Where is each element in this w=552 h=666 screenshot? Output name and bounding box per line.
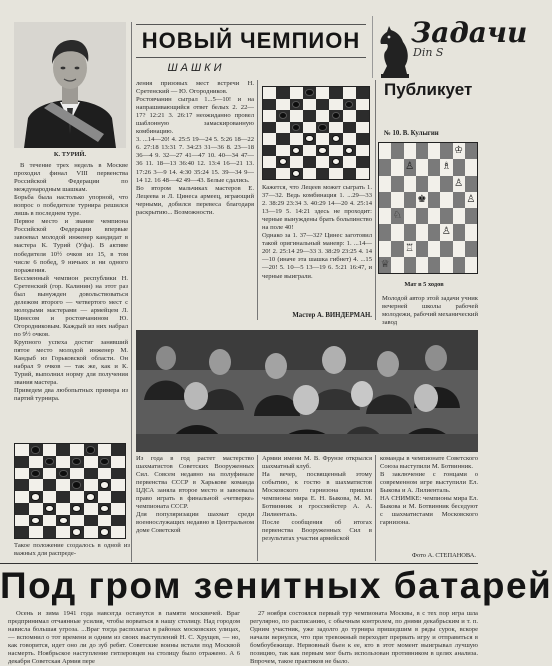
board-square (428, 143, 440, 159)
white-piece (305, 135, 313, 142)
board-square (329, 156, 342, 168)
board-square (465, 192, 477, 208)
board-square (56, 444, 70, 456)
board-square (440, 241, 452, 257)
board-square (453, 257, 465, 273)
board-square (84, 456, 98, 468)
title-rule-top (136, 24, 366, 25)
board-square (29, 444, 43, 456)
board-square (290, 122, 303, 134)
board-square (440, 224, 452, 240)
board-square (98, 491, 112, 503)
board-square (290, 110, 303, 122)
white-piece (100, 481, 109, 489)
column-divider-3 (375, 80, 376, 320)
board-square (316, 168, 329, 180)
board-square (29, 479, 43, 491)
white-piece (292, 147, 300, 154)
board-square (43, 503, 57, 515)
board-square (70, 526, 84, 538)
board-square (356, 99, 369, 111)
board-square (329, 122, 342, 134)
board-square (379, 159, 391, 175)
board-square (70, 444, 84, 456)
board-square (404, 192, 416, 208)
board-square (111, 515, 125, 527)
black-piece (332, 112, 340, 119)
chess-piece-icon: ♘ (392, 210, 402, 221)
board-square (391, 159, 403, 175)
board-square (453, 224, 465, 240)
problem-notes: Молодой автор этой задачи учник вечерней школы рабочей молодежи, рабочий механический завод (382, 295, 478, 327)
board-square (15, 515, 29, 527)
board-square (343, 156, 356, 168)
board-square (379, 208, 391, 224)
board-square (84, 491, 98, 503)
board-square (316, 122, 329, 134)
board-square (263, 145, 276, 157)
column-divider-5 (257, 455, 258, 561)
board-square (428, 224, 440, 240)
board-square (343, 145, 356, 157)
board-square (56, 503, 70, 515)
white-piece (45, 505, 54, 513)
checkers-diagram-1 (14, 443, 126, 539)
board-square (303, 110, 316, 122)
board-square (43, 479, 57, 491)
war-article-right: 27 ноября состоялся первый тур чемпионата Москвы, в с тех пор игра шла регулярно, по расписанию, с обычным контролем, по днями декабрьским и т. п. Одним участник, уже задолго до турнира пришедшим в ряды сурок, вскоре начали вернулся, что при тревожный переходит прервать игру и отправиться в бомбоубежище. Нервовный бьен к ее, кто в этот момент выигрывал лучшую позицию, так как первым мог быть использован противником в целях анализа. Впрочем, такое практиков не было. (250, 610, 478, 666)
white-piece (72, 528, 81, 536)
board-square (416, 241, 428, 257)
black-piece (31, 446, 40, 454)
chess-knight-drawing (375, 22, 415, 80)
white-piece (100, 528, 109, 536)
chess-piece-icon: ♖ (405, 242, 415, 254)
board-square (70, 515, 84, 527)
portrait-caption: К. ТУРИЙ. (53, 151, 87, 158)
club-column-1: Из года в год растет мастерство шахматистов Советских Вооруженных Сил. Совсем недавно на полуфинале первенства СССР в Харькове команда ЦДСА заняла второе место и завоевала право играть в финальной «четверке» чемпионата СССР. Для популяризации шахмат среди военнослужащих недавно в Центральном доме Советской (136, 455, 254, 535)
board-square (440, 192, 452, 208)
board-square (111, 479, 125, 491)
board-square (453, 208, 465, 224)
war-article-left: Осень и зима 1941 года навсегда останутся в памяти москвичей. Враг предпринимал отчаянные усилия, чтобы ворваться в нашу столицу. Над городом нависла большая угроза. ...Враг тогда располагал в районах московских улицах, — вспомнил о тот времени и одним из своих выступлений Н. С. Хрущев, — но, как говорится, идет оно ли до зуб ребят. Советские воины встали под Москвой насмерть. Ноябрьское наступление гитлеровцев на столицу было отражено. А 6 декабря Советская Армия пере (8, 610, 240, 666)
board-square (276, 156, 289, 168)
main-headline: Под гром зенитных батарей (0, 565, 552, 606)
board-square (111, 468, 125, 480)
checkers-diagram-2 (262, 86, 370, 180)
board-square (329, 110, 342, 122)
board-square (343, 133, 356, 145)
chess-piece-icon: ♙ (405, 161, 415, 173)
board-square (303, 99, 316, 111)
board-square (43, 515, 57, 527)
board-square (440, 208, 452, 224)
board-square (356, 168, 369, 180)
board-square (404, 176, 416, 192)
black-piece (305, 89, 313, 96)
black-piece (72, 458, 81, 466)
board-square (15, 479, 29, 491)
board-square (29, 503, 43, 515)
board-square (379, 192, 391, 208)
board-square (316, 99, 329, 111)
board-square (416, 176, 428, 192)
board-square (70, 468, 84, 480)
board-square (379, 176, 391, 192)
page-title: НОВЫЙ ЧЕМПИОН (141, 28, 361, 53)
board-square (111, 456, 125, 468)
board-square (43, 456, 57, 468)
board-square (356, 133, 369, 145)
board-square (404, 257, 416, 273)
black-piece (86, 446, 95, 454)
white-piece (279, 158, 287, 165)
chess-piece-icon: ♙ (454, 177, 464, 189)
board-square (343, 122, 356, 134)
column-divider-2 (257, 80, 258, 320)
board-square (84, 479, 98, 491)
board-square (276, 122, 289, 134)
board-square (391, 176, 403, 192)
board-square (263, 87, 276, 99)
board-square (56, 456, 70, 468)
white-piece (31, 517, 40, 525)
board-square (316, 156, 329, 168)
black-piece (292, 124, 300, 131)
board-square (263, 168, 276, 180)
board-square (416, 257, 428, 273)
white-piece (31, 493, 40, 501)
board-square (56, 515, 70, 527)
club-column-2: Армии имени М. В. Фрунзе открылся шахматный клуб. На вечер, посвященный этому событию, к гостю в шахматистов Московского гарнизона пришли чемпионы мира Е. Н. Быкова, М. М. Ботвинник и гроссмейстер А. А. Лилиенталь. После сообщения об итогах первенства Вооруженных Сил в результатах участия армейской (262, 455, 372, 543)
board-square (70, 503, 84, 515)
white-piece (100, 505, 109, 513)
rubric-label: ШАШКИ (167, 62, 225, 74)
board-square (290, 145, 303, 157)
section-title: Публикует (384, 80, 473, 99)
chess-club-photo (136, 330, 478, 452)
board-square (263, 122, 276, 134)
white-piece (72, 505, 81, 513)
chess-piece-icon: ♙ (466, 193, 476, 205)
board-square (276, 87, 289, 99)
board-square (56, 526, 70, 538)
board-square (98, 526, 112, 538)
board-square (465, 224, 477, 240)
board-square (440, 143, 452, 159)
board-square (440, 176, 452, 192)
masthead-script-title: Задачи (411, 16, 528, 49)
board-square (70, 491, 84, 503)
board-square (276, 168, 289, 180)
problem-title: № 10. В. Кулыгин (384, 130, 439, 137)
problems-masthead (372, 16, 528, 78)
white-piece (292, 170, 300, 177)
board-square (276, 110, 289, 122)
board-square (70, 479, 84, 491)
board-square (379, 257, 391, 273)
board-square (290, 133, 303, 145)
article-column-1: В течение трех недель в Москве проходил финал VIII первенства Российской Федерации по международным шашкам. Борьба была настолько упорной, что вопрос о победителе турнира решился лишь в последнем туре. Первое место и звание чемпиона Российской Федерации впервые завоевал молодой инженер кандидат в мастера К. Турий (Уфа). В активе победителя 10½ очков из 15, в том числе 6 побед, 9 ничьих и ни одного поражения. Бессменный чемпион республики Н. Сретенский (гор. Калинин) на этот раз был вынужден довольствоваться дележом второго — четвертого мест с молодыми мастерами — армейцем Л. Цинесом и ростовчанином Ю. Огородниковым. Каждый из них набрал по 9½ очков. Крупного успеха достиг занявший пятое место молодой инженер М. Кандыб из Горьковской области. Он набрал 9 очков — так же, как и К. Турий, выполнил норму для получения звания мастера. Приведем два любопытных примера из партий турнира. (14, 162, 128, 403)
board-square (465, 257, 477, 273)
board-square (56, 468, 70, 480)
black-piece (59, 470, 68, 478)
chess-piece-icon: ♔ (454, 145, 464, 156)
board-square (290, 87, 303, 99)
board-square (416, 192, 428, 208)
board-square (343, 99, 356, 111)
board-square (56, 491, 70, 503)
board-square (453, 176, 465, 192)
board-square (356, 87, 369, 99)
board-square (329, 168, 342, 180)
chess-piece-icon: ♚ (417, 193, 427, 205)
black-piece (345, 101, 353, 108)
board-square (428, 192, 440, 208)
board-square (263, 133, 276, 145)
board-square (43, 444, 57, 456)
board-square (29, 468, 43, 480)
board-square (404, 143, 416, 159)
board-square (343, 110, 356, 122)
black-piece (100, 458, 109, 466)
black-piece (31, 470, 40, 478)
board-square (440, 159, 452, 175)
board-square (428, 176, 440, 192)
board-square (453, 143, 465, 159)
board-square (111, 491, 125, 503)
board-square (303, 122, 316, 134)
club-column-3: команды в чемпионате Советского Союза выступили М. Ботвинник. В заключение с гонцами о современном игре выступили Ел. Быкова и А. Лилиенталь. НА СНИМКЕ: чемпионы мира Ел. Быкова и М. Ботвинник беседуют с шахматистами Московского гарнизона. (380, 455, 478, 527)
diagram-1-caption: Такое положение создалось в одной из важных для распреде- (14, 542, 130, 558)
board-square (98, 515, 112, 527)
board-square (56, 479, 70, 491)
black-piece (45, 458, 54, 466)
board-square (404, 208, 416, 224)
board-square (84, 503, 98, 515)
board-square (356, 122, 369, 134)
title-rule-bottom (136, 57, 366, 58)
board-square (391, 241, 403, 257)
board-square (329, 87, 342, 99)
board-square (343, 168, 356, 180)
board-square (43, 468, 57, 480)
board-square (465, 241, 477, 257)
board-square (43, 526, 57, 538)
board-square (391, 143, 403, 159)
board-square (276, 99, 289, 111)
white-piece (59, 517, 68, 525)
board-square (98, 444, 112, 456)
portrait-photo (14, 22, 126, 148)
board-square (263, 110, 276, 122)
board-square (303, 156, 316, 168)
problem-caption: Мат в 5 ходов (404, 281, 444, 288)
white-piece (332, 135, 340, 142)
board-square (43, 491, 57, 503)
board-square (416, 224, 428, 240)
board-square (84, 468, 98, 480)
board-square (416, 143, 428, 159)
board-square (98, 479, 112, 491)
board-square (379, 241, 391, 257)
board-square (428, 208, 440, 224)
board-square (343, 87, 356, 99)
board-square (453, 192, 465, 208)
board-square (391, 257, 403, 273)
board-square (111, 444, 125, 456)
board-square (98, 456, 112, 468)
white-piece (86, 493, 95, 501)
board-square (263, 156, 276, 168)
board-square (428, 159, 440, 175)
board-square (290, 168, 303, 180)
board-square (29, 491, 43, 503)
board-square (303, 133, 316, 145)
board-square (465, 143, 477, 159)
black-piece (292, 101, 300, 108)
photo-credit: Фото А. СТЕПАНОВА. (411, 552, 476, 559)
board-square (276, 133, 289, 145)
masthead-sub: Din S (413, 46, 444, 59)
board-square (29, 515, 43, 527)
board-square (303, 87, 316, 99)
board-square (98, 503, 112, 515)
board-square (379, 224, 391, 240)
board-square (290, 99, 303, 111)
board-square (15, 526, 29, 538)
board-square (111, 526, 125, 538)
chess-piece-icon: ♕ (380, 258, 390, 270)
board-square (404, 224, 416, 240)
chess-piece-icon: ♙ (441, 226, 451, 238)
board-square (15, 491, 29, 503)
board-square (15, 468, 29, 480)
board-square (428, 241, 440, 257)
board-square (84, 444, 98, 456)
chess-piece-icon: ♗ (441, 161, 451, 173)
board-square (453, 241, 465, 257)
article-column-2: ления призовых мест встречи Н. Сретенский — Ю. Огородников. Ростовчанин сыграл 1...5—10! и на напрашивающийся ответ белых 2. 22—17? 12:21 3. 26:17 неожиданно провел шаблонную замаскированную комбинацию. 3. ...14—20! 4. 25:5 19—24 5. 5:26 18—22 6. 27:18 13:31 7. 34:23 31—36 8. 23—18 36—4 9. 32—27 41—47 10. 40—34 47—36 11. 18—13 36:40 12. 13:4 16—21 13. 17:26 3—9 14. 4:30 35:24 15. 39—34 9—14 12. 16 48—42 49—43. Белые сдались. Во втором мальчиках мастеров Е. Лецеева и Л. Цинеса армеец, играющий черными, добился перевеса благодаря раскрытию... Возможности. (136, 80, 254, 216)
board-square (15, 503, 29, 515)
board-square (453, 159, 465, 175)
board-square (391, 224, 403, 240)
white-piece (332, 158, 340, 165)
board-square (316, 110, 329, 122)
board-square (465, 159, 477, 175)
board-square (356, 156, 369, 168)
board-square (70, 456, 84, 468)
board-square (263, 99, 276, 111)
board-square (15, 444, 29, 456)
board-square (276, 145, 289, 157)
board-square (391, 208, 403, 224)
column-divider-6 (375, 455, 376, 561)
board-square (84, 526, 98, 538)
author-signature: Мастер А. ВИНДЕРМАН. (292, 312, 372, 319)
board-square (316, 133, 329, 145)
board-square (316, 145, 329, 157)
board-square (111, 503, 125, 515)
board-square (29, 526, 43, 538)
board-square (329, 99, 342, 111)
board-square (428, 257, 440, 273)
board-square (465, 176, 477, 192)
black-piece (279, 112, 287, 119)
white-piece (345, 147, 353, 154)
board-square (303, 145, 316, 157)
board-square (84, 515, 98, 527)
black-piece (318, 124, 326, 131)
board-square (465, 208, 477, 224)
white-piece (318, 147, 326, 154)
board-square (416, 208, 428, 224)
board-square (329, 145, 342, 157)
article-column-3: Кажется, что Лецеев может сыграть 1. 37—32. Ведь комбинация 1. ...29—33 2. 38:29 23:34 3. 40:29 14—20 4. 25:14 13—19 5. 14:21 здесь не проходит: черные вынуждены брать больпинство на поле 40! Однако за 1. 37—32? Цинес заготовил такой оригинальный маневр: 1. ...14—20! 2. 25:14 29—33 3. 38:29 23:25 4. 14—10 (иначе эта шашка гибнет) 4. ...15—20! 5. 10—5 13—19 6. 5:21 16:47, и черные выиграли. (262, 184, 372, 280)
board-square (329, 133, 342, 145)
board-square (15, 456, 29, 468)
board-square (29, 456, 43, 468)
black-piece (72, 481, 81, 489)
board-square (290, 156, 303, 168)
board-square (98, 468, 112, 480)
board-square (356, 145, 369, 157)
column-divider-1 (131, 22, 132, 562)
board-square (391, 192, 403, 208)
board-square (440, 257, 452, 273)
board-square (404, 159, 416, 175)
board-square (379, 143, 391, 159)
board-square (416, 159, 428, 175)
board-square (303, 168, 316, 180)
board-square (356, 110, 369, 122)
board-square (316, 87, 329, 99)
chess-problem-diagram (378, 142, 478, 274)
board-square (404, 241, 416, 257)
